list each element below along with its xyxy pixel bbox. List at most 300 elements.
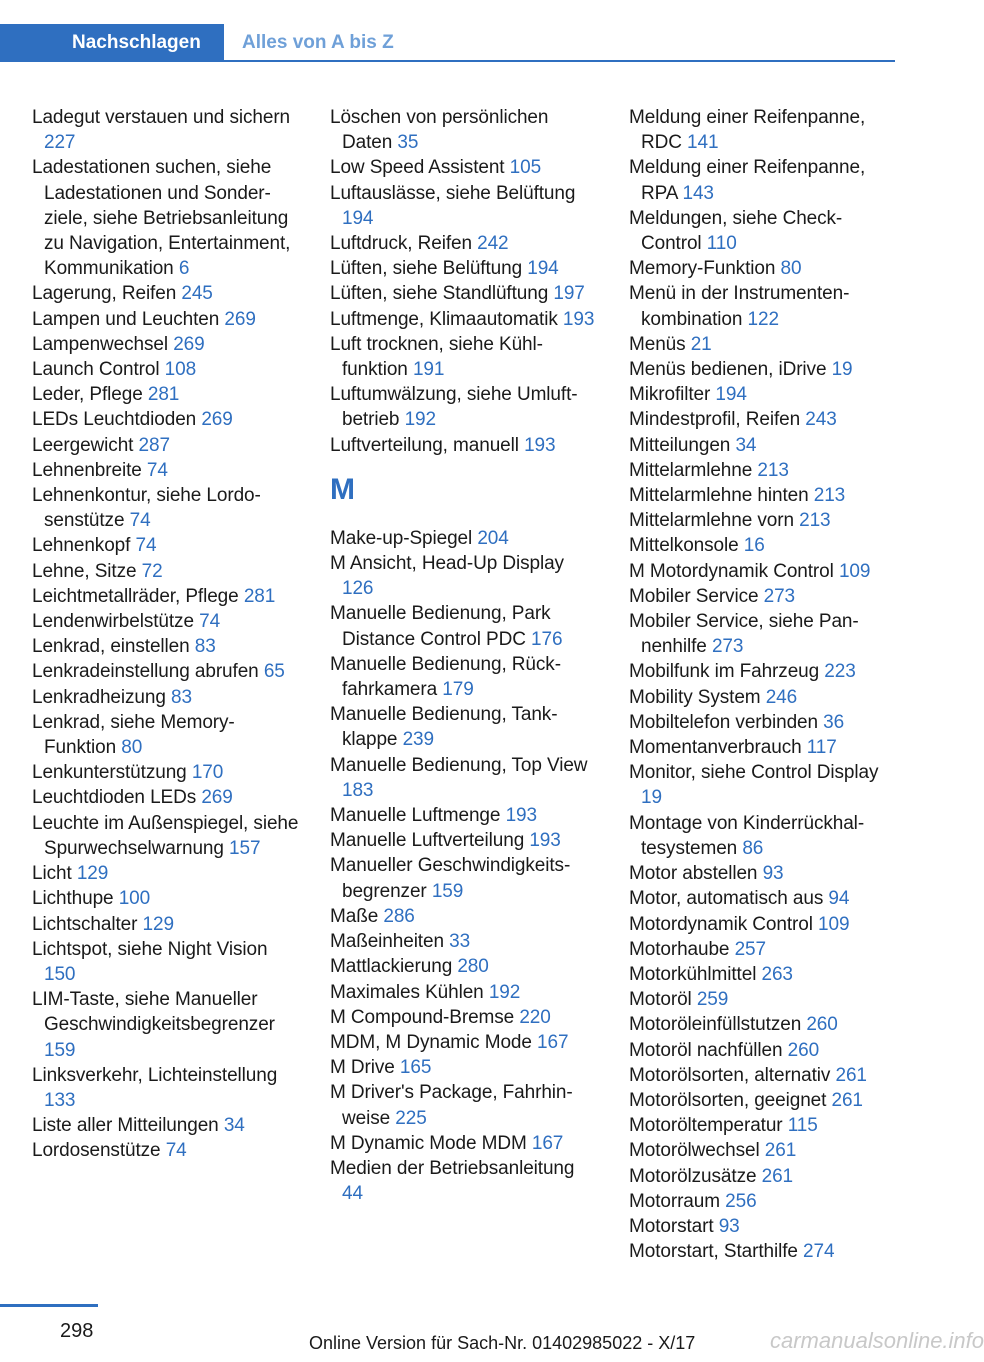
page-link[interactable]: 213 bbox=[799, 510, 831, 532]
index-entry bbox=[32, 1063, 302, 1113]
index-entry bbox=[330, 980, 600, 1005]
index-entry bbox=[629, 281, 897, 331]
index-entry-term: Motorölwechsel bbox=[629, 1140, 765, 1162]
page-link[interactable]: 122 bbox=[747, 308, 779, 330]
page-link[interactable]: 223 bbox=[824, 661, 856, 683]
index-entry bbox=[629, 256, 897, 281]
index-entry bbox=[629, 584, 897, 609]
index-entry bbox=[330, 702, 600, 752]
index-entry bbox=[629, 105, 897, 155]
page-link[interactable]: 193 bbox=[562, 308, 595, 330]
index-entry bbox=[330, 433, 600, 458]
index-entry-term: Low Speed Assistent bbox=[330, 157, 510, 179]
page-link[interactable]: 150 bbox=[44, 963, 76, 985]
index-entry-term: Lichtspot, siehe Night Vision bbox=[32, 938, 268, 960]
index-entry-term: Lampenwechsel bbox=[32, 333, 174, 355]
index-entry bbox=[32, 886, 302, 911]
index-entry bbox=[330, 904, 600, 929]
index-entry bbox=[629, 407, 897, 432]
index-entry bbox=[629, 155, 897, 205]
page-link[interactable]: 269 bbox=[224, 308, 256, 330]
index-entry bbox=[32, 584, 302, 609]
page-link[interactable]: 157 bbox=[229, 837, 261, 859]
index-entry-term: Manuelle Bedienung, Rückfahrkamera bbox=[330, 653, 562, 701]
index-entry-term: Manuelle Luftmenge bbox=[330, 805, 506, 827]
index-entry-term: M Motordynamik Control bbox=[629, 560, 839, 582]
index-entry-term: Lüften, siehe Standlüftung bbox=[330, 283, 554, 305]
index-entry-term: Lehnenkontur, siehe Lordosenstütze bbox=[32, 485, 261, 532]
page-link[interactable]: 261 bbox=[764, 1140, 797, 1162]
page-link[interactable]: 225 bbox=[395, 1107, 427, 1129]
page-link[interactable]: 192 bbox=[404, 409, 436, 431]
index-entry-term: Lehnenbreite bbox=[32, 459, 147, 481]
index-entry bbox=[629, 811, 897, 861]
index-entry-term: Lüften, siehe Belüftung bbox=[330, 258, 528, 280]
index-entry-term: Lenkrad, einstellen bbox=[32, 636, 195, 658]
index-entry-term: Launch Control bbox=[32, 359, 165, 381]
index-entry-term: M Dynamic Mode MDM bbox=[330, 1132, 532, 1154]
index-entry-term: Lendenwirbelstütze bbox=[32, 611, 200, 633]
page-link[interactable]: 260 bbox=[806, 1014, 838, 1036]
index-entry bbox=[629, 912, 897, 937]
index-column-3 bbox=[629, 105, 897, 1264]
page-link[interactable]: 167 bbox=[531, 1132, 564, 1154]
page-link[interactable]: 239 bbox=[402, 729, 434, 751]
index-entry bbox=[330, 828, 600, 853]
index-entry bbox=[32, 483, 302, 533]
page-link[interactable]: 115 bbox=[787, 1115, 818, 1137]
index-entry-term: Motorölzusätze bbox=[629, 1165, 762, 1187]
index-column-2 bbox=[330, 105, 600, 1206]
page-link[interactable]: 83 bbox=[194, 636, 216, 658]
page-link[interactable]: 108 bbox=[164, 359, 197, 381]
page-link[interactable]: 220 bbox=[519, 1006, 551, 1028]
index-entry bbox=[32, 332, 302, 357]
index-entry-term: Lampen und Leuchten bbox=[32, 308, 225, 330]
page-link[interactable]: 83 bbox=[171, 686, 192, 708]
index-entry-term: Mittelarmlehne bbox=[629, 459, 758, 481]
page-link[interactable]: 33 bbox=[449, 931, 471, 953]
index-entry bbox=[330, 281, 600, 306]
index-entry-term: Motor, automatisch aus bbox=[629, 888, 829, 910]
index-entry-term: Meldung einer Reifenpanne, RDC bbox=[629, 107, 866, 154]
index-entry-term: Manueller Geschwindigkeitsbegrenzer bbox=[330, 855, 571, 902]
index-entry-term: Lichtschalter bbox=[32, 913, 143, 935]
index-entry-term: Montage von Kinderrückhaltesystemen bbox=[629, 812, 865, 859]
index-entry-term: Motoröl nachfüllen bbox=[629, 1039, 788, 1061]
index-entry bbox=[32, 937, 302, 987]
page-link[interactable]: 74 bbox=[165, 1140, 187, 1162]
index-entry-term: LEDs Leuchtdioden bbox=[32, 409, 202, 431]
index-entry bbox=[32, 659, 302, 684]
index-entry bbox=[330, 382, 600, 432]
page-link[interactable]: 243 bbox=[805, 409, 837, 431]
index-entry bbox=[629, 710, 897, 735]
index-entry-term: Motoröl bbox=[629, 989, 697, 1011]
index-entry-term: Make-up-Spiegel bbox=[330, 527, 478, 549]
index-entry bbox=[330, 155, 600, 180]
index-entry-term: Liste aller Mitteilungen bbox=[32, 1115, 224, 1137]
index-entry-term: Menüs bbox=[629, 333, 691, 355]
index-entry bbox=[629, 659, 897, 684]
index-entry bbox=[32, 785, 302, 810]
index-entry-term: Lehne, Sitze bbox=[32, 560, 142, 582]
page-link[interactable]: 280 bbox=[457, 956, 489, 978]
page-link[interactable]: 72 bbox=[141, 560, 163, 582]
page-link[interactable]: 179 bbox=[442, 679, 474, 701]
index-entry bbox=[32, 533, 302, 558]
index-entry bbox=[32, 710, 302, 760]
index-entry-term: Monitor, siehe Control Display bbox=[629, 762, 879, 784]
index-entry bbox=[330, 231, 600, 256]
page-link[interactable]: 34 bbox=[223, 1115, 245, 1137]
page-link[interactable]: 197 bbox=[553, 283, 585, 305]
index-entry bbox=[629, 458, 897, 483]
page-link[interactable]: 194 bbox=[715, 384, 747, 406]
index-entry-term: Motorstart, Starthilfe bbox=[629, 1241, 804, 1263]
index-entry-term: Manuelle Luftverteilung bbox=[330, 830, 530, 852]
index-entry-term: Menü in der Instrumentenkombination bbox=[629, 283, 850, 330]
page-link[interactable]: 141 bbox=[687, 132, 719, 154]
page-link[interactable]: 80 bbox=[780, 258, 802, 280]
index-entry-term: Löschen von persönlichen Daten bbox=[330, 107, 549, 154]
index-entry bbox=[32, 1138, 302, 1163]
index-entry bbox=[32, 407, 302, 432]
index-entry-term: Leuchte im Außenspiegel, siehe Spurwechselwarnung bbox=[32, 812, 299, 859]
page-link[interactable]: 213 bbox=[813, 485, 846, 507]
page-link[interactable]: 16 bbox=[743, 535, 765, 557]
page-link[interactable]: 193 bbox=[524, 434, 556, 456]
index-entry-term: M Ansicht, Head-Up Display bbox=[330, 553, 564, 575]
index-entry bbox=[330, 1131, 600, 1156]
index-entry bbox=[32, 281, 302, 306]
footer-rule bbox=[0, 1304, 98, 1307]
index-entry bbox=[32, 760, 302, 785]
index-entry-term: Menüs bedienen, iDrive bbox=[629, 359, 832, 381]
page-link[interactable]: 269 bbox=[201, 409, 233, 431]
index-entry-term: Ladestationen suchen, siehe Ladestationen und Sonderziele, siehe Betriebsanleitung zu Navigation, Entertainment, Kommunikation bbox=[32, 157, 291, 280]
page-link[interactable]: 281 bbox=[147, 384, 180, 406]
page-link[interactable]: 110 bbox=[706, 233, 737, 255]
index-entry-term: Motoröltemperatur bbox=[629, 1115, 788, 1137]
page-link[interactable]: 74 bbox=[146, 459, 168, 481]
index-entry bbox=[32, 307, 302, 332]
page-link[interactable]: 273 bbox=[763, 585, 796, 607]
index-entry bbox=[629, 1063, 897, 1088]
page-link[interactable]: 74 bbox=[129, 510, 151, 532]
index-entry-term: Mikrofilter bbox=[629, 384, 716, 406]
index-entry-term: Licht bbox=[32, 863, 77, 885]
index-entry-term: Mitteilungen bbox=[629, 434, 736, 456]
index-entry bbox=[330, 1080, 600, 1130]
page-link[interactable]: 170 bbox=[191, 762, 224, 784]
index-entry-term: M Drive bbox=[330, 1057, 400, 1079]
page-link[interactable]: 74 bbox=[135, 535, 157, 557]
page-link[interactable]: 19 bbox=[641, 787, 662, 809]
index-entry bbox=[330, 1156, 600, 1206]
index-entry-term: Motorstart bbox=[629, 1215, 719, 1237]
page-link[interactable]: 183 bbox=[342, 779, 374, 801]
page-link[interactable]: 35 bbox=[397, 132, 419, 154]
page-link[interactable]: 133 bbox=[44, 1089, 76, 1111]
index-entry bbox=[330, 256, 600, 281]
page-link[interactable]: 194 bbox=[527, 258, 559, 280]
index-entry-term: Motorhaube bbox=[629, 938, 735, 960]
online-version-text: Online Version für Sach-Nr. 01402985022 - X/17 bbox=[309, 1333, 696, 1353]
index-entry-term: Leergewicht bbox=[32, 434, 139, 456]
index-entry bbox=[629, 1012, 897, 1037]
page-link[interactable]: 260 bbox=[787, 1039, 820, 1061]
index-entry bbox=[330, 652, 600, 702]
section-letter: M bbox=[330, 472, 355, 506]
index-entry-term: Lenkradeinstellung abrufen bbox=[32, 661, 264, 683]
index-entry bbox=[629, 1138, 897, 1163]
index-entry bbox=[629, 508, 897, 533]
page-link[interactable]: 286 bbox=[383, 905, 415, 927]
index-entry-term: Mobilfunk im Fahrzeug bbox=[629, 661, 825, 683]
index-entry bbox=[330, 307, 600, 332]
index-entry-term: Medien der Betriebsanleitung bbox=[330, 1157, 575, 1179]
page-link[interactable]: 19 bbox=[831, 359, 853, 381]
page-link[interactable]: 143 bbox=[682, 182, 714, 204]
index-entry bbox=[32, 382, 302, 407]
index-entry-term: Leuchtdioden LEDs bbox=[32, 787, 202, 809]
index-entry bbox=[32, 559, 302, 584]
index-entry-term: Mindestprofil, Reifen bbox=[629, 409, 806, 431]
page-link[interactable]: 36 bbox=[823, 711, 845, 733]
page-link[interactable]: 287 bbox=[138, 434, 170, 456]
page-link[interactable]: 129 bbox=[76, 863, 109, 885]
page-link[interactable]: 261 bbox=[835, 1064, 867, 1086]
index-entry bbox=[629, 1113, 897, 1138]
page-link[interactable]: 263 bbox=[761, 963, 793, 985]
header bbox=[0, 24, 895, 62]
index-column-1 bbox=[32, 105, 302, 1164]
index-entry bbox=[32, 861, 302, 886]
index-entry bbox=[629, 433, 897, 458]
page-link[interactable]: 259 bbox=[696, 989, 729, 1011]
index-entry bbox=[629, 559, 897, 584]
index-entry bbox=[629, 357, 897, 382]
index-entry bbox=[330, 853, 600, 903]
index-entry-term: Luftverteilung, manuell bbox=[330, 434, 525, 456]
tab-nachschlagen[interactable]: Nachschlagen bbox=[0, 24, 224, 62]
page-link[interactable]: 44 bbox=[342, 1183, 363, 1205]
page-link[interactable]: 86 bbox=[742, 837, 764, 859]
page-link[interactable]: 193 bbox=[529, 830, 561, 852]
index-entry bbox=[330, 105, 600, 155]
index-entry-term: LIM-Taste, siehe Manueller Geschwindigkeitsbegrenzer bbox=[32, 989, 275, 1036]
page-link[interactable]: 109 bbox=[818, 913, 850, 935]
index-entry-term: Maße bbox=[330, 905, 384, 927]
page-number: 298 bbox=[60, 1320, 94, 1342]
index-entry-term: M Driver's Package, Fahrhinweise bbox=[330, 1082, 573, 1129]
index-entry-term: Motor abstellen bbox=[629, 863, 763, 885]
index-entry-term: Motorraum bbox=[629, 1190, 726, 1212]
index-entry-term: Linksverkehr, Lichteinstellung bbox=[32, 1064, 278, 1086]
index-entry bbox=[629, 987, 897, 1012]
index-entry-term: Memory-Funktion bbox=[629, 258, 781, 280]
index-entry bbox=[629, 206, 897, 256]
page-link[interactable]: 105 bbox=[509, 157, 542, 179]
page-link[interactable]: 94 bbox=[828, 888, 850, 910]
index-entry-term: Luft trocknen, siehe Kühlfunktion bbox=[330, 333, 543, 381]
page-link[interactable]: 273 bbox=[711, 636, 744, 658]
index-entry-term: Ladegut verstauen und sichern bbox=[32, 107, 291, 128]
index-entry-term: Lehnenkopf bbox=[32, 535, 136, 557]
page-link[interactable]: 256 bbox=[725, 1190, 757, 1212]
page-link[interactable]: 93 bbox=[718, 1215, 740, 1237]
index-entry-term: Lagerung, Reifen bbox=[32, 283, 182, 305]
index-entry bbox=[32, 609, 302, 634]
index-entry-term: Leder, Pflege bbox=[32, 384, 148, 406]
index-entry-term: Motordynamik Control bbox=[629, 913, 819, 935]
page-link[interactable]: 117 bbox=[806, 737, 837, 759]
index-entry bbox=[330, 1055, 600, 1080]
index-entry bbox=[629, 483, 897, 508]
index-entry bbox=[32, 433, 302, 458]
page-link[interactable]: 159 bbox=[431, 880, 464, 902]
index-entry-term: Manuelle Bedienung, Top View bbox=[330, 754, 588, 776]
index-entry bbox=[629, 760, 897, 810]
tab-alles-von-a-bis-z[interactable]: Alles von A bis Z bbox=[242, 32, 394, 53]
page-link[interactable]: 65 bbox=[263, 661, 285, 683]
page-link[interactable]: 21 bbox=[690, 333, 712, 355]
page-link[interactable]: 245 bbox=[181, 283, 213, 305]
index-entry-term: Manuelle Bedienung, Tankklappe bbox=[330, 704, 558, 751]
index-entry-term: Lenkradheizung bbox=[32, 686, 171, 708]
page-link[interactable]: 167 bbox=[537, 1031, 569, 1053]
page-link[interactable]: 257 bbox=[734, 938, 766, 960]
page-link[interactable]: 191 bbox=[412, 359, 445, 381]
index-entry bbox=[629, 1088, 897, 1113]
index-entry-term: Maßeinheiten bbox=[330, 931, 450, 953]
page-link[interactable]: 193 bbox=[505, 805, 537, 827]
index-entry bbox=[330, 551, 600, 601]
index-entry-term: Motorölsorten, alternativ bbox=[629, 1064, 836, 1086]
index-entry bbox=[629, 861, 897, 886]
index-entry-term: Manuelle Bedienung, Park Distance Control PDC bbox=[330, 603, 551, 650]
index-entry bbox=[330, 1030, 600, 1055]
page-link[interactable]: 242 bbox=[477, 233, 509, 255]
index-entry bbox=[629, 382, 897, 407]
index-entry-term: Motorkühlmittel bbox=[629, 963, 762, 985]
index-entry bbox=[330, 753, 600, 803]
page-link[interactable]: 80 bbox=[121, 737, 143, 759]
index-entry bbox=[629, 685, 897, 710]
index-entry bbox=[629, 609, 897, 659]
index-entry bbox=[629, 937, 897, 962]
index-entry bbox=[629, 1164, 897, 1189]
index-entry bbox=[629, 886, 897, 911]
page-link[interactable]: 213 bbox=[757, 459, 789, 481]
index-entry-term: Leichtmetallräder, Pflege bbox=[32, 585, 244, 607]
index-entry bbox=[629, 332, 897, 357]
page-link[interactable]: 165 bbox=[399, 1057, 432, 1079]
page-link[interactable]: 261 bbox=[831, 1089, 863, 1111]
index-entry bbox=[330, 803, 600, 828]
page-link[interactable]: 74 bbox=[199, 611, 221, 633]
index-entry-term: Maximales Kühlen bbox=[330, 981, 489, 1003]
index-entry bbox=[32, 634, 302, 659]
index-entry bbox=[32, 811, 302, 861]
index-entry-term: Luftauslässe, siehe Belüftung bbox=[330, 182, 576, 204]
index-entry bbox=[629, 1239, 897, 1264]
page-link[interactable]: 246 bbox=[765, 686, 798, 708]
index-entry bbox=[629, 533, 897, 558]
index-entry bbox=[629, 1214, 897, 1239]
page-link[interactable]: 274 bbox=[803, 1241, 835, 1263]
index-entry bbox=[629, 1038, 897, 1063]
index-entry-term: Mittelarmlehne hinten bbox=[629, 485, 814, 507]
page-link[interactable]: 269 bbox=[173, 333, 205, 355]
index-entry-term: Momentanverbrauch bbox=[629, 737, 807, 759]
index-entry-term: Mittelarmlehne vorn bbox=[629, 510, 800, 532]
index-entry bbox=[32, 685, 302, 710]
index-entry bbox=[330, 1005, 600, 1030]
index-entry-term: Motoröleinfüllstutzen bbox=[629, 1014, 807, 1036]
page-link[interactable]: 192 bbox=[488, 981, 521, 1003]
index-entry-term: Luftdruck, Reifen bbox=[330, 233, 478, 255]
index-entry bbox=[629, 962, 897, 987]
watermark: carmanualsonline.info bbox=[770, 1328, 984, 1353]
index-entry bbox=[330, 929, 600, 954]
index-entry-term: Motorölsorten, geeignet bbox=[629, 1089, 832, 1111]
index-entry bbox=[32, 1113, 302, 1138]
index-entry-term: Lichthupe bbox=[32, 888, 119, 910]
index-entry bbox=[330, 601, 600, 651]
page-link[interactable]: 281 bbox=[243, 585, 276, 607]
index-entry-term: Lenkrad, siehe Memory-Funktion bbox=[32, 711, 235, 759]
page-link[interactable]: 204 bbox=[477, 527, 509, 549]
index-entry bbox=[330, 954, 600, 979]
page-link[interactable]: 194 bbox=[342, 207, 374, 229]
page-link[interactable]: 129 bbox=[142, 913, 174, 935]
index-entry-term: Mattlackierung bbox=[330, 956, 458, 978]
page-link[interactable]: 100 bbox=[118, 888, 151, 910]
index-entry-term: MDM, M Dynamic Mode bbox=[330, 1031, 538, 1053]
index-entry bbox=[32, 987, 302, 1063]
index-entry bbox=[330, 181, 600, 231]
index-entry bbox=[32, 155, 302, 281]
page-link[interactable]: 109 bbox=[838, 560, 871, 582]
page-link[interactable]: 93 bbox=[762, 863, 784, 885]
index-entry-term: Meldung einer Reifenpanne, RPA bbox=[629, 157, 866, 204]
page-link[interactable]: 227 bbox=[44, 132, 76, 154]
index-entry bbox=[330, 526, 600, 551]
index-entry-term: Mittelkonsole bbox=[629, 535, 744, 557]
index-entry-term: Luftumwälzung, siehe Umluftbetrieb bbox=[330, 384, 578, 431]
page-link[interactable]: 159 bbox=[44, 1039, 76, 1061]
index-entry-term: M Compound-Bremse bbox=[330, 1006, 520, 1028]
page-link[interactable]: 269 bbox=[201, 787, 233, 809]
index-entry bbox=[32, 458, 302, 483]
index-entry bbox=[629, 735, 897, 760]
page-link[interactable]: 34 bbox=[735, 434, 757, 456]
index-entry bbox=[32, 357, 302, 382]
index-entry-term: Lenkunterstützung bbox=[32, 762, 192, 784]
page-link[interactable]: 126 bbox=[342, 578, 374, 600]
index-entry bbox=[32, 912, 302, 937]
index-entry-term: Mobility System bbox=[629, 686, 766, 708]
page-link[interactable]: 176 bbox=[531, 628, 563, 650]
index-entry-term: Meldungen, siehe Check-Control bbox=[629, 207, 843, 255]
page-link[interactable]: 6 bbox=[178, 258, 190, 280]
index-entry-term: Mobiler Service, siehe Pannenhilfe bbox=[629, 611, 859, 658]
page-link[interactable]: 261 bbox=[761, 1165, 794, 1187]
index-entry-term: Luftmenge, Klimaautomatik bbox=[330, 308, 563, 330]
index-entry bbox=[32, 105, 302, 155]
